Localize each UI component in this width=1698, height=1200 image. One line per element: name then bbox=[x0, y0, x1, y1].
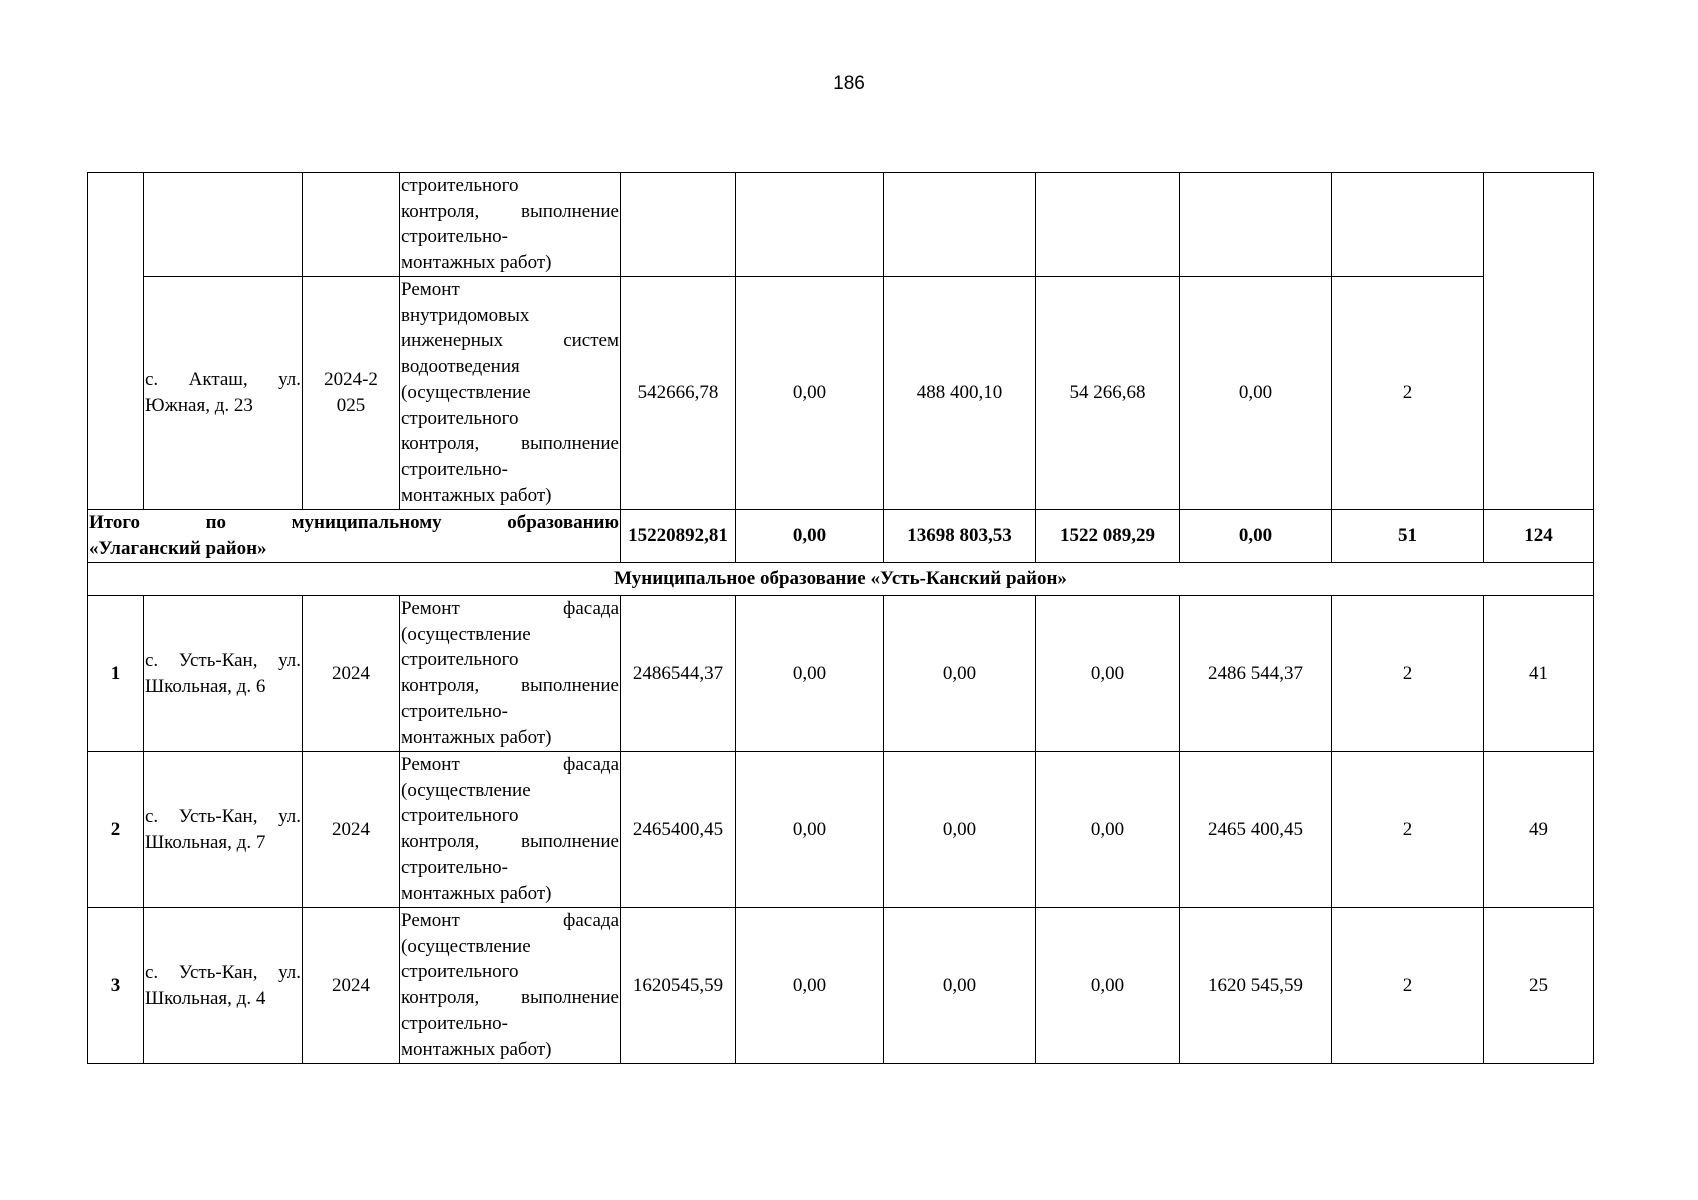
table-row bbox=[88, 173, 1594, 277]
subtotal-label-line: «Улаганский район» bbox=[89, 538, 267, 559]
republic-budget-cell bbox=[884, 173, 1036, 277]
description-line: (осуществление bbox=[401, 623, 531, 645]
description-line: строительного bbox=[401, 649, 519, 671]
description-line: строительно- bbox=[401, 458, 509, 480]
period-cell: 2024 bbox=[303, 752, 400, 908]
table-row bbox=[88, 277, 1594, 510]
local-budget-cell bbox=[1036, 173, 1180, 277]
description-line: Ремонт фасада bbox=[401, 910, 619, 931]
fund-cell bbox=[736, 173, 884, 277]
period-cell: 2024 bbox=[303, 596, 400, 752]
description-line: контроля, выполнение bbox=[401, 200, 619, 222]
description-line: инженерных систем bbox=[401, 330, 619, 352]
description-line: строительного bbox=[401, 961, 519, 983]
republic-budget-cell: 0,00 bbox=[884, 596, 1036, 752]
count-cell: 2 bbox=[1332, 596, 1484, 752]
table-row bbox=[88, 908, 1594, 1064]
description-line: Ремонт фасада bbox=[401, 754, 619, 775]
republic-budget-cell: 488 400,10 bbox=[884, 277, 1036, 510]
description-line: контроля, выполнение bbox=[401, 675, 619, 697]
extra-cell: 41 bbox=[1484, 596, 1594, 752]
subtotal-total: 15220892,81 bbox=[628, 525, 728, 547]
description-line: (осуществление bbox=[401, 779, 531, 801]
owners-cell: 2465 400,45 bbox=[1180, 752, 1332, 908]
owners-cell: 1620 545,59 bbox=[1180, 908, 1332, 1064]
owners-cell: 0,00 bbox=[1180, 277, 1332, 510]
republic-budget-cell: 0,00 bbox=[884, 752, 1036, 908]
address-cell: с. Усть-Кан, ул. Школьная, д. 7 bbox=[144, 752, 303, 908]
subtotal-label bbox=[88, 510, 621, 563]
description-line: контроля, выполнение bbox=[401, 831, 619, 853]
owners-cell: 0,00 bbox=[1180, 510, 1332, 563]
description-line: строительного bbox=[401, 805, 519, 827]
program-table bbox=[87, 172, 1594, 1064]
description-line: строительно- bbox=[401, 856, 509, 878]
description-line: монтажных работ) bbox=[401, 882, 552, 904]
description-line: водоотведения bbox=[401, 356, 520, 378]
description-line: монтажных работ) bbox=[401, 252, 552, 274]
period-cell bbox=[303, 277, 400, 510]
subtotal-label-line: Итого по муниципальному образованию bbox=[89, 512, 619, 534]
count-cell bbox=[1332, 173, 1484, 277]
address-cell bbox=[144, 173, 303, 277]
section-title: Муниципальное образование «Усть-Канский район» bbox=[88, 563, 1594, 596]
total-cell: 2486544,37 bbox=[621, 596, 736, 752]
description-line: монтажных работ) bbox=[401, 484, 552, 506]
extra-cell bbox=[1484, 173, 1594, 510]
row-number: 2 bbox=[88, 752, 144, 908]
description-line: Ремонт фасада bbox=[401, 598, 619, 619]
local-budget-cell: 0,00 bbox=[1036, 752, 1180, 908]
address-cell: с. Акташ, ул. Южная, д. 23 bbox=[144, 277, 303, 510]
republic-budget-cell: 13698 803,53 bbox=[884, 510, 1036, 563]
extra-cell: 49 bbox=[1484, 752, 1594, 908]
fund-cell: 0,00 bbox=[736, 277, 884, 510]
description-cell bbox=[400, 596, 621, 752]
count-cell: 2 bbox=[1332, 908, 1484, 1064]
description-cell bbox=[400, 908, 621, 1064]
page-number: 186 bbox=[833, 73, 865, 94]
total-cell: 542666,78 bbox=[621, 277, 736, 510]
address-cell: с. Усть-Кан, ул. Школьная, д. 6 bbox=[144, 596, 303, 752]
republic-budget-cell: 0,00 bbox=[884, 908, 1036, 1064]
description-cell bbox=[400, 752, 621, 908]
description-line: монтажных работ) bbox=[401, 726, 552, 748]
description-line: внутридомовых bbox=[401, 304, 530, 326]
description-cell bbox=[400, 277, 621, 510]
subtotal-row bbox=[88, 510, 1594, 563]
description-line: контроля, выполнение bbox=[401, 987, 619, 1009]
description-line: (осуществление bbox=[401, 935, 531, 957]
fund-cell: 0,00 bbox=[736, 596, 884, 752]
fund-cell: 0,00 bbox=[736, 752, 884, 908]
row-number: 3 bbox=[88, 908, 144, 1064]
count-cell: 51 bbox=[1332, 510, 1484, 563]
local-budget-cell: 54 266,68 bbox=[1036, 277, 1180, 510]
num-cell bbox=[88, 173, 144, 510]
table-row bbox=[88, 752, 1594, 908]
total-cell bbox=[621, 510, 736, 563]
fund-cell: 0,00 bbox=[736, 510, 884, 563]
address-cell: с. Усть-Кан, ул. Школьная, д. 4 bbox=[144, 908, 303, 1064]
local-budget-cell: 0,00 bbox=[1036, 908, 1180, 1064]
description-line: Ремонт bbox=[401, 279, 460, 300]
local-budget-cell: 1522 089,29 bbox=[1036, 510, 1180, 563]
description-line: контроля, выполнение bbox=[401, 433, 619, 455]
count-cell: 2 bbox=[1332, 752, 1484, 908]
table-row bbox=[88, 596, 1594, 752]
total-cell: 1620545,59 bbox=[621, 908, 736, 1064]
section-header-row bbox=[88, 563, 1594, 596]
description-line: строительного bbox=[401, 407, 519, 429]
description-line: монтажных работ) bbox=[401, 1038, 552, 1060]
description-line: строительного bbox=[401, 175, 519, 196]
description-line: (осуществление bbox=[401, 381, 531, 403]
description-line: строительно- bbox=[401, 1012, 509, 1034]
owners-cell bbox=[1180, 173, 1332, 277]
total-cell bbox=[621, 173, 736, 277]
extra-cell: 25 bbox=[1484, 908, 1594, 1064]
description-line: строительно- bbox=[401, 700, 509, 722]
owners-cell: 2486 544,37 bbox=[1180, 596, 1332, 752]
period-cell bbox=[303, 173, 400, 277]
extra-cell: 124 bbox=[1484, 510, 1594, 563]
total-cell: 2465400,45 bbox=[621, 752, 736, 908]
fund-cell: 0,00 bbox=[736, 908, 884, 1064]
description-cell bbox=[400, 173, 621, 277]
description-line: строительно- bbox=[401, 226, 509, 248]
period-text: 2024-2025 bbox=[324, 369, 378, 416]
count-cell: 2 bbox=[1332, 277, 1484, 510]
period-cell: 2024 bbox=[303, 908, 400, 1064]
row-number: 1 bbox=[88, 596, 144, 752]
local-budget-cell: 0,00 bbox=[1036, 596, 1180, 752]
